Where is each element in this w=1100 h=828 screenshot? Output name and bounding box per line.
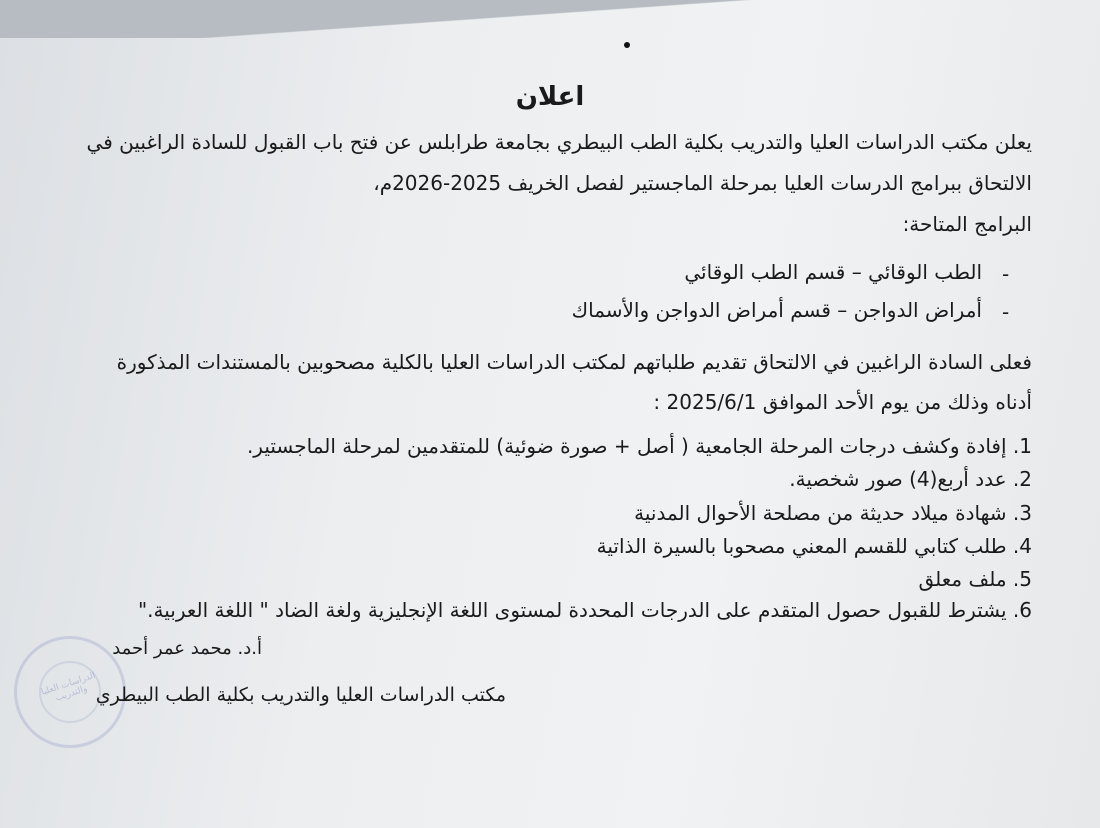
document-item: 2. عدد أربع(4) صور شخصية. xyxy=(789,467,1032,491)
table-surface-edge xyxy=(0,0,1100,38)
program-bullet: - xyxy=(1002,300,1010,324)
applicants-line-2: أدناه وذلك من يوم الأحد الموافق 2025/6/1 : xyxy=(653,390,1032,414)
applicants-line-1: فعلى السادة الراغبين في الالتحاق تقديم طلباتهم لمكتب الدراسات العليا بالكلية مصحوبين بالمستندات المذكورة xyxy=(116,350,1032,374)
document-item: 6. يشترط للقبول حصول المتقدم على الدرجات المحددة لمستوى اللغة الإنجليزية ولغة الضاد " اللغة العربية." xyxy=(137,598,1032,622)
intro-line-2: الالتحاق ببرامج الدرسات العليا بمرحلة الماجستير لفصل الخريف 2025-2026م، xyxy=(373,171,1032,195)
programs-heading: البرامج المتاحة: xyxy=(902,212,1032,236)
office-stamp-text: الدراسات العليا والتدريب xyxy=(40,670,97,704)
document-item: 4. طلب كتابي للقسم المعني مصحوبا بالسيرة الذاتية xyxy=(596,534,1032,558)
intro-line-1: يعلن مكتب الدراسات العليا والتدريب بكلية الطب البيطري بجامعة طرابلس عن فتح باب القبول للسادة الراغبين في xyxy=(86,130,1032,154)
program-item: الطب الوقائي – قسم الطب الوقائي xyxy=(684,260,982,284)
document-item: 1. إفادة وكشف درجات المرحلة الجامعية ( أصل + صورة ضوئية) للمتقدمين لمرحلة الماجستير. xyxy=(246,434,1032,458)
punch-dot xyxy=(624,42,630,48)
signatory-office: مكتب الدراسات العليا والتدريب بكلية الطب البيطري xyxy=(95,684,506,706)
program-bullet: - xyxy=(1002,262,1010,286)
signatory-name: أ.د. محمد عمر أحمد xyxy=(112,638,262,659)
announcement-title: اعلان xyxy=(515,82,585,112)
document-item: 3. شهادة ميلاد حديثة من مصلحة الأحوال المدنية xyxy=(634,501,1032,525)
document-item: 5. ملف معلق xyxy=(918,567,1032,591)
program-item: أمراض الدواجن – قسم أمراض الدواجن والأسماك xyxy=(571,298,982,322)
